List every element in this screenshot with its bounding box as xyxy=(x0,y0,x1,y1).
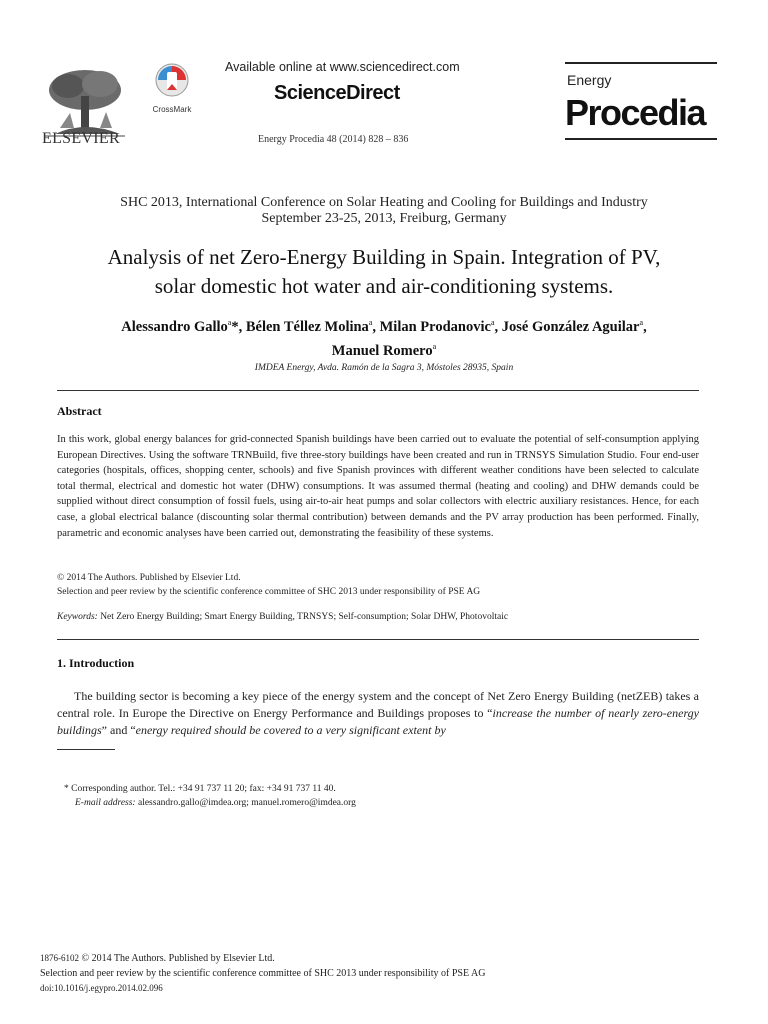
issn-line xyxy=(40,952,275,965)
bottom-copyright: © 2014 The Authors. Published by Elsevier Ltd. xyxy=(81,953,275,964)
journal-logo-procedia: Procedia xyxy=(565,92,706,133)
abstract-heading: Abstract xyxy=(57,404,102,418)
author-name: Alessandro Gallo xyxy=(121,318,228,335)
author-list xyxy=(40,313,728,361)
available-online: Available online at www.sciencedirect.com xyxy=(225,60,460,74)
divider-top xyxy=(57,390,699,391)
conference-line-2: September 23-25, 2013, Freiburg, Germany xyxy=(261,211,507,226)
bottom-review: Selection and peer review by the scientific conference committee of SHC 2013 under responsibility of PSE AG xyxy=(40,968,486,979)
author-sup: a xyxy=(432,341,437,351)
email-label: E-mail address: xyxy=(75,798,136,808)
abstract-review: Selection and peer review by the scientific conference committee of SHC 2013 under responsibility of PSE AG xyxy=(57,587,481,597)
keywords xyxy=(57,612,508,622)
keywords-list: Net Zero Energy Building; Smart Energy Building, TRNSYS; Self-consumption; Solar DHW, Photovoltaic xyxy=(100,612,509,622)
author-sup: a xyxy=(490,318,495,327)
keywords-label: Keywords: xyxy=(57,612,98,622)
author-name: Manuel Romero xyxy=(331,342,433,359)
author-name: José González Aguilar xyxy=(501,318,640,335)
conference-line-1: SHC 2013, International Conference on Solar Heating and Cooling for Buildings and Industry xyxy=(120,195,648,210)
author-sup: a xyxy=(227,318,232,327)
author-name: Bélen Téllez Molina xyxy=(245,318,369,335)
journal-logo-rules xyxy=(565,62,717,67)
journal-citation: Energy Procedia 48 (2014) 828 – 836 xyxy=(258,134,409,145)
crossmark-icon xyxy=(154,62,190,98)
sciencedirect-logo: ScienceDirect xyxy=(274,82,400,104)
author-mark: , xyxy=(494,318,499,335)
email-addresses: alessandro.gallo@imdea.org; manuel.romero@imdea.org xyxy=(137,798,356,808)
footnote-rule xyxy=(57,749,115,750)
author-mark: *, xyxy=(231,318,243,335)
divider-bottom xyxy=(57,639,699,640)
intro-quote: increase the number of nearly zero-energy buildings xyxy=(57,706,699,737)
author-sup: a xyxy=(368,318,373,327)
journal-logo-energy: Energy xyxy=(567,72,612,88)
title-line-1: Analysis of net Zero-Energy Building in Spain. Integration of PV, xyxy=(107,245,661,269)
publisher-name: ELSEVIER xyxy=(42,130,120,147)
paper-title xyxy=(40,243,728,301)
abstract-text: In this work, global energy balances for grid-connected Spanish buildings have been carried out to evaluate the potential of self-consumption applying European Directives. Using the software TRNBuild, five three-story buildings have been created and run in TRNSYS Simulation Studio. Four end-user categories (hospitals, offices, shopping center, schools) and five Spanish provinces with different weather conditions have been selected to calculate total thermal, electrical and domestic hot water (DHW) consumptions. It was assumed thermal (heating and cooling) and DHW demands could be supplied without direct consumption of fossil fuels, using air-to-air heat pumps and solar collectors with electric auxiliary resistances. Hence, for each case, a global electrical balance (discounting solar thermal contribution) between demands and the PV array production has been performed. Finally, parametric and economic analyses have been carried out, demonstrating the feasibility of these systems. xyxy=(57,434,699,539)
intro-quote: energy required should be covered to a very significant extent by xyxy=(135,723,446,737)
author-mark: , xyxy=(372,318,376,335)
introduction-text xyxy=(57,688,699,739)
intro-text-part: The building sector is becoming a key piece of the energy system and the concept of Net Zero Energy Building (netZEB) takes a central role. In Europe the Directive on Energy Performance and Buildings proposes to “ xyxy=(57,689,699,720)
abstract-copyright: © 2014 The Authors. Published by Elsevier Ltd. xyxy=(57,573,241,583)
intro-text-part: ” and “ xyxy=(101,723,136,737)
author-mark: , xyxy=(643,318,647,335)
introduction-heading: 1. Introduction xyxy=(57,656,135,670)
crossmark-badge[interactable] xyxy=(148,62,196,112)
journal-logo-underline xyxy=(565,138,717,140)
author-sup: a xyxy=(639,318,644,327)
affiliation: IMDEA Energy, Avda. Ramón de la Sagra 3, Móstoles 28935, Spain xyxy=(254,363,514,373)
doi[interactable]: doi:10.1016/j.egypro.2014.02.096 xyxy=(40,983,163,993)
crossmark-label: CrossMark xyxy=(152,105,192,114)
author-name: Milan Prodanovic xyxy=(379,318,491,335)
footnote-corresponding: * Corresponding author. Tel.: +34 91 737 11 20; fax: +34 91 737 11 40. xyxy=(64,784,336,794)
issn: 1876-6102 xyxy=(40,953,79,963)
title-line-2: solar domestic hot water and air-conditioning systems. xyxy=(154,274,614,298)
footnote-email xyxy=(75,798,356,808)
